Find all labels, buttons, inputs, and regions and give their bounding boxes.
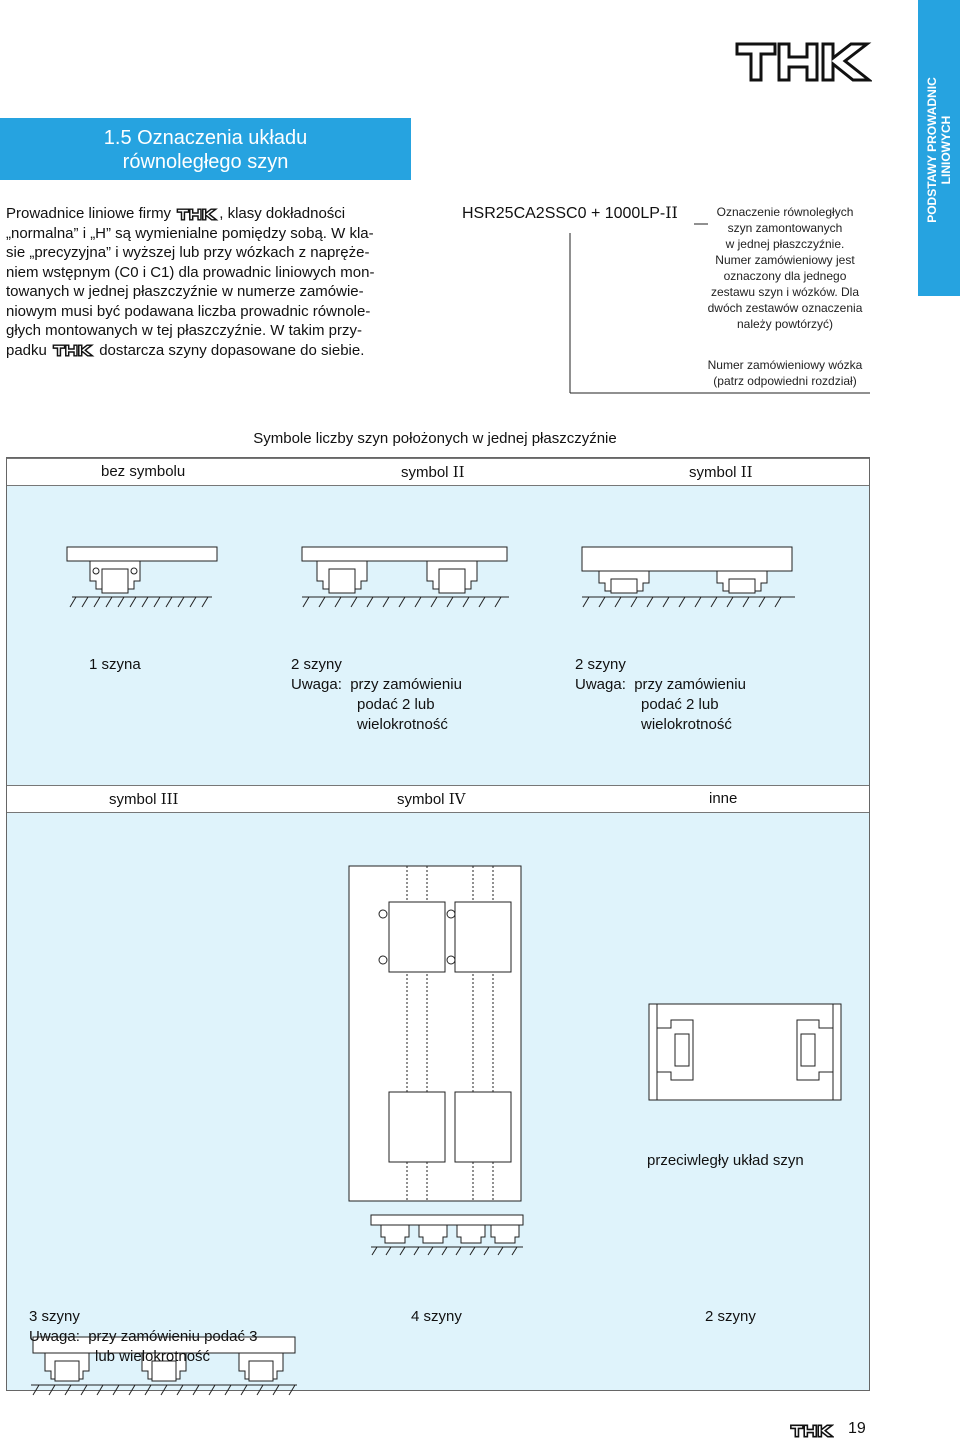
diagram-opposed-rails bbox=[645, 998, 845, 1108]
section-header bbox=[0, 118, 411, 180]
intro-text: niem wstępnym (C0 i C1) dla prowadnic liniowych mon- bbox=[6, 263, 375, 281]
callout-line: Oznaczenie równoległych bbox=[716, 205, 854, 219]
table-title: Symbole liczby szyn położonych w jednej płaszczyźnie bbox=[253, 430, 617, 447]
spacer17 bbox=[27, 1329, 28, 1330]
caption-line: Uwaga: bbox=[575, 676, 626, 693]
diagram-2-rails-alt bbox=[577, 543, 802, 618]
callout-line: dwóch zestawów oznaczenia bbox=[707, 301, 863, 315]
spacer13 bbox=[27, 1333, 28, 1334]
order-code-main: HSR25CA2SSC0 + 1000LP- bbox=[462, 205, 666, 222]
caption-line: 2 szyny bbox=[291, 656, 342, 673]
callout-carriage bbox=[690, 357, 880, 389]
header-word: symbol bbox=[109, 791, 161, 808]
intro-text: , klasy dokładności bbox=[219, 205, 346, 222]
header-roman: III bbox=[160, 790, 179, 808]
caption-line: Uwaga: bbox=[29, 1328, 80, 1345]
spacer2 bbox=[25, 1328, 26, 1329]
diagram-2-rails bbox=[297, 543, 517, 618]
side-tab bbox=[918, 0, 960, 296]
header-word: symbol bbox=[689, 464, 741, 481]
caption-3-rails bbox=[29, 1307, 257, 1367]
diagram-four-rails-top-view bbox=[345, 864, 525, 1204]
callout-line: Numer zamówieniowy wózka bbox=[707, 358, 863, 372]
caption-line: 3 szyny bbox=[29, 1308, 80, 1325]
header-word: symbol bbox=[401, 464, 453, 481]
diagram-1-rail bbox=[62, 543, 222, 618]
header-cell: inne bbox=[709, 790, 738, 807]
caption-line: przy zamówieniu bbox=[350, 676, 462, 693]
caption-2-rails-alt bbox=[575, 655, 746, 735]
caption-line: wielokrotność bbox=[641, 716, 732, 733]
callout-line: Numer zamówieniowy jest bbox=[715, 253, 855, 267]
caption-line: przy zamówieniu podać 3 bbox=[88, 1328, 258, 1345]
header-cell: bez symbolu bbox=[101, 463, 186, 480]
caption-line: 2 szyny bbox=[575, 656, 626, 673]
side-tab-line2: LINIOWYCH bbox=[939, 115, 953, 185]
callout-line: (patrz odpowiedni rozdział) bbox=[713, 374, 857, 388]
intro-text: głych montowanych w tej płaszczyźnie. W takim przy- bbox=[6, 322, 362, 339]
intro-paragraph bbox=[6, 204, 412, 360]
intro-text: Prowadnice liniowe firmy bbox=[6, 205, 176, 222]
diagram-four-rails-end-view bbox=[367, 1213, 527, 1268]
caption-line: Uwaga: bbox=[291, 676, 342, 693]
thk-inline-logo bbox=[175, 208, 219, 221]
caption-opposed-rails: przeciwległy układ szyn bbox=[647, 1152, 804, 1169]
header-roman: IV bbox=[448, 790, 466, 808]
intro-text: towanych w jednej płaszczyźnie w numerze zamówie- bbox=[6, 283, 364, 300]
caption-line: przy zamówieniu bbox=[634, 676, 746, 693]
callout-line: należy powtórzyć) bbox=[736, 317, 834, 331]
caption-line: podać 2 lub bbox=[641, 696, 719, 713]
caption-2-rails bbox=[291, 655, 462, 735]
symbols-table bbox=[6, 457, 870, 1391]
thk-inline-logo bbox=[51, 344, 95, 357]
caption-1-rail: 1 szyna bbox=[89, 656, 141, 673]
callout-line: zestawu szyn i wózków. Dla bbox=[710, 285, 860, 299]
caption-line: podać 2 lub bbox=[357, 696, 435, 713]
page-number: 19 bbox=[848, 1420, 866, 1437]
header-cell bbox=[401, 463, 465, 481]
callout-line: oznaczony dla jednego bbox=[723, 269, 847, 283]
header-cell bbox=[689, 463, 753, 481]
callout-line: szyn zamontowanych bbox=[727, 221, 843, 235]
intro-text: sie „precyzyjna” i wyższej lub przy wózkach z napręże- bbox=[6, 244, 370, 261]
caption-2-rails-opposed: 2 szyny bbox=[705, 1308, 756, 1325]
header-roman: II bbox=[740, 463, 753, 481]
caption-line: lub wielokrotność bbox=[95, 1348, 211, 1365]
intro-text: dostarcza szyny dopasowane do siebie. bbox=[95, 341, 365, 359]
callout-line: w jednej płaszczyźnie. bbox=[725, 237, 845, 251]
thk-footer-logo bbox=[790, 1424, 834, 1438]
header-word: symbol bbox=[397, 791, 449, 808]
header-cell bbox=[397, 790, 465, 808]
intro-text: niowym musi być podawana liczba prowadnic równole- bbox=[6, 302, 371, 320]
intro-text: „normalna” i „H” są wymienialne pomiędzy sobą. W kla- bbox=[6, 224, 374, 242]
callout-parallel bbox=[690, 204, 880, 332]
header-roman: II bbox=[452, 463, 465, 481]
caption-line: wielokrotność bbox=[357, 716, 448, 733]
caption-4-rails: 4 szyny bbox=[411, 1308, 462, 1325]
section-title-line2: równoległego szyn bbox=[122, 151, 289, 173]
header-row-1 bbox=[7, 458, 869, 486]
section-title-line1: 1.5 Oznaczenia układu bbox=[103, 127, 308, 149]
diagram-3-rails-top bbox=[29, 788, 299, 858]
side-tab-line1: PODSTAWY PROWADNIC bbox=[925, 77, 939, 223]
thk-logo bbox=[735, 40, 872, 84]
order-code-roman: II bbox=[665, 203, 678, 222]
intro-text: padku bbox=[6, 341, 52, 359]
